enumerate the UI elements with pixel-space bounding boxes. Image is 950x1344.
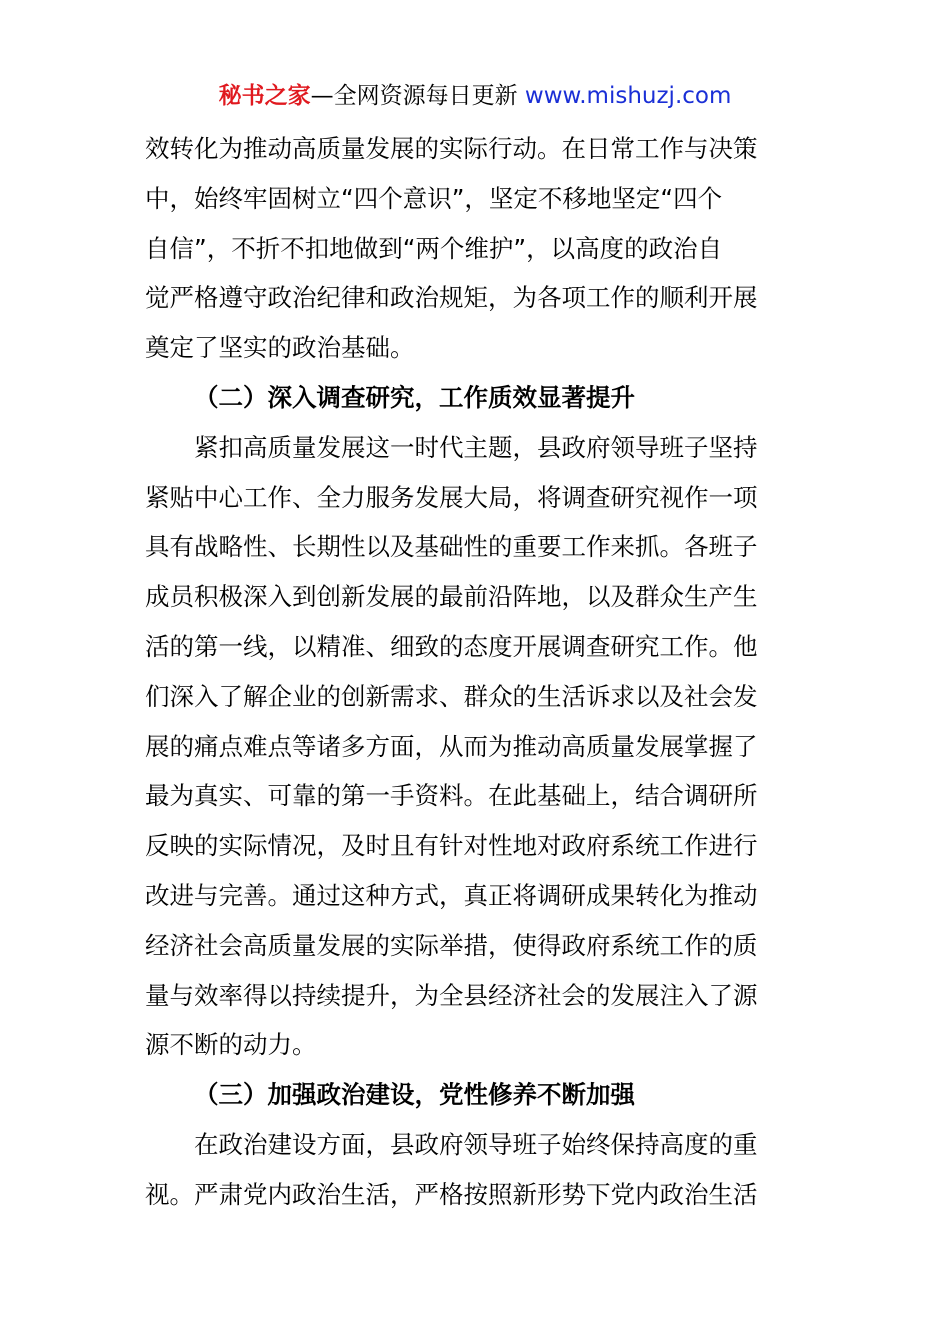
site-header xyxy=(0,80,950,112)
site-url-link[interactable]: www.mishuzj.com xyxy=(524,83,732,109)
paragraph-line: 具有战略性、长期性以及基础性的重要工作来抓。各班子 xyxy=(145,532,758,562)
paragraph-line: 紧扣高质量发展这一时代主题，县政府领导班子坚持 xyxy=(194,432,758,462)
paragraph-line: 紧贴中心工作、全力服务发展大局，将调查研究视作一项 xyxy=(145,482,758,512)
paragraph-line: 展的痛点难点等诸多方面，从而为推动高质量发展掌握了 xyxy=(145,731,758,761)
paragraph-line: 视。严肃党内政治生活，严格按照新形势下党内政治生活 xyxy=(145,1179,758,1209)
paragraph-line: 活的第一线，以精准、细致的态度开展调查研究工作。他 xyxy=(145,631,758,661)
paragraph-line: 反映的实际情况，及时且有针对性地对政府系统工作进行 xyxy=(145,831,758,861)
site-tagline: —全网资源每日更新 xyxy=(310,83,525,109)
section-heading: （三）加强政治建设，党性修养不断加强 xyxy=(194,1080,635,1110)
paragraph-line: 奠定了坚实的政治基础。 xyxy=(145,333,415,363)
paragraph-line: 觉严格遵守政治纪律和政治规矩，为各项工作的顺利开展 xyxy=(145,283,758,313)
document-body xyxy=(145,124,785,1220)
paragraph-line: 中，始终牢固树立“四个意识”，坚定不移地坚定“四个 xyxy=(145,183,723,213)
paragraph-line: 在政治建设方面，县政府领导班子始终保持高度的重 xyxy=(194,1129,758,1159)
paragraph-line: 自信”，不折不扣地做到“两个维护”，以高度的政治自 xyxy=(145,233,723,263)
paragraph-line: 效转化为推动高质量发展的实际行动。在日常工作与决策 xyxy=(145,134,758,163)
paragraph-line: 量与效率得以持续提升，为全县经济社会的发展注入了源 xyxy=(145,980,758,1010)
site-brand: 秘书之家 xyxy=(218,83,311,109)
paragraph-line: 最为真实、可靠的第一手资料。在此基础上，结合调研所 xyxy=(145,781,758,811)
paragraph-line: 们深入了解企业的创新需求、群众的生活诉求以及社会发 xyxy=(145,681,758,711)
section-heading: （二）深入调查研究，工作质效显著提升 xyxy=(194,382,635,412)
paragraph-line: 源不断的动力。 xyxy=(145,1030,317,1060)
paragraph-line: 改进与完善。通过这种方式，真正将调研成果转化为推动 xyxy=(145,880,758,910)
paragraph-line: 经济社会高质量发展的实际举措，使得政府系统工作的质 xyxy=(145,930,758,960)
paragraph-line: 成员积极深入到创新发展的最前沿阵地，以及群众生产生 xyxy=(145,582,758,612)
